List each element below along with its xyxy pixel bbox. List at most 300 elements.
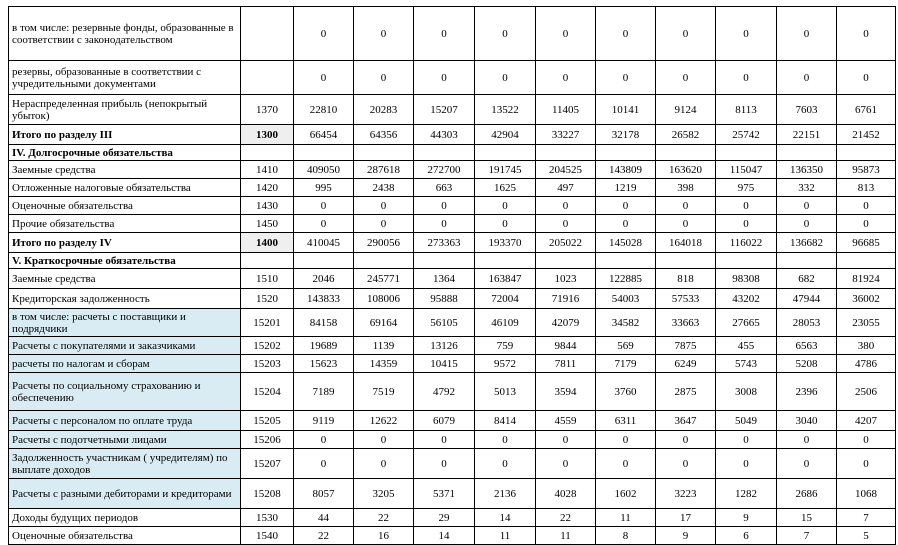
value-cell: 22	[536, 509, 596, 527]
value-cell: 0	[777, 61, 837, 95]
row-name-cell: IV. Долгосрочные обязательства	[9, 145, 241, 161]
row-name-cell: Расчеты с покупателями и заказчиками	[9, 337, 241, 355]
value-cell: 0	[716, 215, 777, 233]
value-cell: 95888	[414, 289, 475, 309]
value-cell: 5013	[475, 373, 536, 411]
value-cell: 15623	[294, 355, 354, 373]
value-cell: 0	[475, 431, 536, 449]
value-cell: 0	[716, 449, 777, 479]
value-cell: 1219	[596, 179, 656, 197]
value-cell: 7603	[777, 95, 837, 125]
value-cell: 4207	[837, 411, 896, 431]
value-cell: 56105	[414, 309, 475, 337]
row-code-cell: 15206	[241, 431, 294, 449]
value-cell: 57533	[656, 289, 716, 309]
table-row	[9, 61, 896, 95]
row-code-cell: 1430	[241, 197, 294, 215]
value-cell: 8414	[475, 411, 536, 431]
value-cell	[656, 253, 716, 269]
value-cell: 96685	[837, 233, 896, 253]
value-cell: 8057	[294, 479, 354, 509]
value-cell: 26582	[656, 125, 716, 145]
value-cell: 0	[596, 449, 656, 479]
value-cell: 7519	[354, 373, 414, 411]
value-cell: 1282	[716, 479, 777, 509]
value-cell: 10141	[596, 95, 656, 125]
value-cell: 7189	[294, 373, 354, 411]
value-cell	[777, 253, 837, 269]
row-code-cell: 1420	[241, 179, 294, 197]
value-cell: 409050	[294, 161, 354, 179]
value-cell: 191745	[475, 161, 536, 179]
row-code-cell	[241, 7, 294, 61]
value-cell: 0	[475, 7, 536, 61]
value-cell: 0	[536, 7, 596, 61]
value-cell	[414, 145, 475, 161]
value-cell: 0	[837, 197, 896, 215]
value-cell: 0	[294, 7, 354, 61]
row-name-cell: Оценочные обязательства	[9, 527, 241, 545]
value-cell: 5049	[716, 411, 777, 431]
row-code-cell: 1450	[241, 215, 294, 233]
value-cell: 0	[656, 61, 716, 95]
value-cell: 22151	[777, 125, 837, 145]
value-cell: 0	[536, 431, 596, 449]
value-cell: 19689	[294, 337, 354, 355]
value-cell: 116022	[716, 233, 777, 253]
value-cell: 0	[475, 197, 536, 215]
value-cell: 28053	[777, 309, 837, 337]
value-cell: 23055	[837, 309, 896, 337]
value-cell: 7	[777, 527, 837, 545]
value-cell: 6311	[596, 411, 656, 431]
value-cell: 0	[354, 215, 414, 233]
value-cell: 44303	[414, 125, 475, 145]
value-cell: 6563	[777, 337, 837, 355]
table-row	[9, 145, 896, 161]
row-code-cell: 1400	[241, 233, 294, 253]
value-cell: 4786	[837, 355, 896, 373]
value-cell: 0	[475, 61, 536, 95]
value-cell: 3040	[777, 411, 837, 431]
value-cell: 0	[414, 61, 475, 95]
value-cell: 204525	[536, 161, 596, 179]
value-cell: 47944	[777, 289, 837, 309]
row-code-cell	[241, 61, 294, 95]
value-cell: 15	[777, 509, 837, 527]
table-row	[9, 95, 896, 125]
value-cell: 497	[536, 179, 596, 197]
value-cell: 0	[777, 449, 837, 479]
value-cell: 0	[294, 61, 354, 95]
value-cell	[596, 253, 656, 269]
value-cell: 0	[716, 61, 777, 95]
value-cell: 69164	[354, 309, 414, 337]
value-cell: 245771	[354, 269, 414, 289]
row-code-cell: 15202	[241, 337, 294, 355]
table-row	[9, 373, 896, 411]
row-name-cell: Нераспределенная прибыль (непокрытый убыток)	[9, 95, 241, 125]
table-row	[9, 479, 896, 509]
value-cell: 0	[596, 215, 656, 233]
value-cell: 11405	[536, 95, 596, 125]
row-code-cell: 15204	[241, 373, 294, 411]
value-cell: 22810	[294, 95, 354, 125]
value-cell	[716, 145, 777, 161]
value-cell: 332	[777, 179, 837, 197]
value-cell: 0	[777, 215, 837, 233]
value-cell: 5371	[414, 479, 475, 509]
table-row	[9, 289, 896, 309]
value-cell: 3760	[596, 373, 656, 411]
row-code-cell	[241, 253, 294, 269]
value-cell: 2875	[656, 373, 716, 411]
value-cell	[294, 145, 354, 161]
value-cell: 0	[414, 215, 475, 233]
value-cell	[475, 145, 536, 161]
value-cell: 0	[837, 7, 896, 61]
value-cell: 0	[414, 431, 475, 449]
value-cell: 2136	[475, 479, 536, 509]
table-row	[9, 269, 896, 289]
value-cell: 3647	[656, 411, 716, 431]
value-cell: 0	[354, 61, 414, 95]
value-cell: 14	[475, 509, 536, 527]
value-cell: 2686	[777, 479, 837, 509]
value-cell: 4028	[536, 479, 596, 509]
value-cell: 54003	[596, 289, 656, 309]
value-cell: 0	[596, 7, 656, 61]
value-cell: 14359	[354, 355, 414, 373]
value-cell: 17	[656, 509, 716, 527]
value-cell: 1023	[536, 269, 596, 289]
value-cell: 8	[596, 527, 656, 545]
value-cell: 8113	[716, 95, 777, 125]
table-body	[9, 7, 896, 545]
value-cell: 0	[294, 431, 354, 449]
value-cell: 3223	[656, 479, 716, 509]
row-code-cell: 15205	[241, 411, 294, 431]
row-name-cell: Расчеты с разными дебиторами и кредиторами	[9, 479, 241, 509]
table-row	[9, 509, 896, 527]
value-cell: 42904	[475, 125, 536, 145]
value-cell: 0	[777, 431, 837, 449]
value-cell: 398	[656, 179, 716, 197]
value-cell: 20283	[354, 95, 414, 125]
value-cell: 108006	[354, 289, 414, 309]
value-cell: 6	[716, 527, 777, 545]
value-cell: 410045	[294, 233, 354, 253]
value-cell: 164018	[656, 233, 716, 253]
value-cell: 25742	[716, 125, 777, 145]
row-code-cell: 1300	[241, 125, 294, 145]
value-cell: 995	[294, 179, 354, 197]
value-cell: 1139	[354, 337, 414, 355]
table-row	[9, 161, 896, 179]
value-cell: 290056	[354, 233, 414, 253]
value-cell: 663	[414, 179, 475, 197]
value-cell: 33663	[656, 309, 716, 337]
value-cell: 6249	[656, 355, 716, 373]
value-cell: 0	[354, 431, 414, 449]
value-cell	[475, 253, 536, 269]
value-cell: 5743	[716, 355, 777, 373]
value-cell: 1625	[475, 179, 536, 197]
value-cell: 71916	[536, 289, 596, 309]
value-cell	[837, 145, 896, 161]
value-cell: 11	[596, 509, 656, 527]
value-cell: 11	[475, 527, 536, 545]
row-name-cell: Доходы будущих периодов	[9, 509, 241, 527]
value-cell: 3205	[354, 479, 414, 509]
value-cell: 273363	[414, 233, 475, 253]
row-code-cell: 15201	[241, 309, 294, 337]
value-cell: 163620	[656, 161, 716, 179]
value-cell: 0	[777, 7, 837, 61]
value-cell	[777, 145, 837, 161]
value-cell: 4559	[536, 411, 596, 431]
table-row	[9, 215, 896, 233]
value-cell: 16	[354, 527, 414, 545]
value-cell: 72004	[475, 289, 536, 309]
row-name-cell: резервы, образованные в соответствии с учредительными документами	[9, 61, 241, 95]
row-code-cell: 15203	[241, 355, 294, 373]
balance-sheet-table	[8, 6, 896, 545]
table-row	[9, 431, 896, 449]
value-cell: 0	[656, 197, 716, 215]
row-name-cell: Отложенные налоговые обязательства	[9, 179, 241, 197]
table-row	[9, 337, 896, 355]
value-cell: 84158	[294, 309, 354, 337]
value-cell: 0	[536, 61, 596, 95]
row-name-cell: Задолженность участникам ( учредителям) по выплате доходов	[9, 449, 241, 479]
value-cell: 32178	[596, 125, 656, 145]
value-cell: 0	[656, 431, 716, 449]
value-cell: 46109	[475, 309, 536, 337]
row-code-cell: 1370	[241, 95, 294, 125]
row-code-cell	[241, 145, 294, 161]
value-cell: 143833	[294, 289, 354, 309]
value-cell: 0	[354, 197, 414, 215]
value-cell: 2438	[354, 179, 414, 197]
value-cell: 7875	[656, 337, 716, 355]
value-cell: 0	[294, 449, 354, 479]
value-cell: 380	[837, 337, 896, 355]
value-cell: 2046	[294, 269, 354, 289]
row-name-cell: Кредиторская задолженность	[9, 289, 241, 309]
table-row	[9, 309, 896, 337]
value-cell: 33227	[536, 125, 596, 145]
value-cell: 9124	[656, 95, 716, 125]
value-cell: 15207	[414, 95, 475, 125]
value-cell: 2396	[777, 373, 837, 411]
value-cell	[354, 253, 414, 269]
row-code-cell: 1540	[241, 527, 294, 545]
row-code-cell: 1510	[241, 269, 294, 289]
value-cell: 145028	[596, 233, 656, 253]
value-cell: 0	[596, 431, 656, 449]
value-cell: 81924	[837, 269, 896, 289]
value-cell: 22	[294, 527, 354, 545]
value-cell	[536, 145, 596, 161]
value-cell: 1364	[414, 269, 475, 289]
value-cell: 0	[656, 449, 716, 479]
value-cell: 0	[837, 431, 896, 449]
value-cell: 0	[354, 7, 414, 61]
value-cell: 29	[414, 509, 475, 527]
value-cell: 13522	[475, 95, 536, 125]
value-cell: 0	[414, 449, 475, 479]
value-cell: 0	[536, 197, 596, 215]
value-cell: 0	[656, 7, 716, 61]
table-row	[9, 253, 896, 269]
value-cell: 43202	[716, 289, 777, 309]
value-cell: 0	[294, 215, 354, 233]
value-cell: 136682	[777, 233, 837, 253]
row-code-cell: 1530	[241, 509, 294, 527]
value-cell	[837, 253, 896, 269]
value-cell: 64356	[354, 125, 414, 145]
value-cell: 0	[294, 197, 354, 215]
value-cell: 3594	[536, 373, 596, 411]
value-cell: 27665	[716, 309, 777, 337]
value-cell: 1068	[837, 479, 896, 509]
value-cell: 7811	[536, 355, 596, 373]
value-cell: 66454	[294, 125, 354, 145]
value-cell: 455	[716, 337, 777, 355]
table-row	[9, 179, 896, 197]
value-cell: 0	[414, 197, 475, 215]
table-row	[9, 7, 896, 61]
row-name-cell: Итого по разделу IV	[9, 233, 241, 253]
value-cell: 9	[716, 509, 777, 527]
value-cell: 34582	[596, 309, 656, 337]
value-cell: 22	[354, 509, 414, 527]
value-cell: 0	[354, 449, 414, 479]
value-cell: 0	[536, 215, 596, 233]
value-cell	[414, 253, 475, 269]
value-cell: 9	[656, 527, 716, 545]
value-cell: 44	[294, 509, 354, 527]
value-cell: 36002	[837, 289, 896, 309]
value-cell	[536, 253, 596, 269]
row-name-cell: Расчеты с персоналом по оплате труда	[9, 411, 241, 431]
value-cell: 9119	[294, 411, 354, 431]
value-cell: 12622	[354, 411, 414, 431]
row-code-cell: 15208	[241, 479, 294, 509]
value-cell: 4792	[414, 373, 475, 411]
value-cell: 13126	[414, 337, 475, 355]
row-code-cell: 1410	[241, 161, 294, 179]
value-cell: 122885	[596, 269, 656, 289]
value-cell: 272700	[414, 161, 475, 179]
table-row	[9, 449, 896, 479]
value-cell	[656, 145, 716, 161]
value-cell: 5	[837, 527, 896, 545]
table-row	[9, 197, 896, 215]
value-cell: 21452	[837, 125, 896, 145]
value-cell: 10415	[414, 355, 475, 373]
value-cell: 287618	[354, 161, 414, 179]
value-cell: 143809	[596, 161, 656, 179]
value-cell: 818	[656, 269, 716, 289]
value-cell: 6079	[414, 411, 475, 431]
value-cell: 0	[596, 197, 656, 215]
value-cell: 163847	[475, 269, 536, 289]
value-cell	[596, 145, 656, 161]
value-cell: 0	[475, 449, 536, 479]
value-cell: 1602	[596, 479, 656, 509]
value-cell: 813	[837, 179, 896, 197]
value-cell: 205022	[536, 233, 596, 253]
row-name-cell: расчеты по налогам и сборам	[9, 355, 241, 373]
row-name-cell: V. Краткосрочные обязательства	[9, 253, 241, 269]
row-name-cell: Оценочные обязательства	[9, 197, 241, 215]
row-name-cell: Расчеты с подотчетными лицами	[9, 431, 241, 449]
row-name-cell: Расчеты по социальному страхованию и обеспечению	[9, 373, 241, 411]
value-cell: 9844	[536, 337, 596, 355]
value-cell: 193370	[475, 233, 536, 253]
value-cell: 0	[716, 197, 777, 215]
table-row	[9, 411, 896, 431]
row-name-cell: Заемные средства	[9, 269, 241, 289]
value-cell	[716, 253, 777, 269]
value-cell: 975	[716, 179, 777, 197]
value-cell: 0	[596, 61, 656, 95]
table-row	[9, 125, 896, 145]
value-cell: 9572	[475, 355, 536, 373]
value-cell: 98308	[716, 269, 777, 289]
value-cell: 0	[837, 449, 896, 479]
value-cell: 115047	[716, 161, 777, 179]
value-cell	[294, 253, 354, 269]
value-cell: 0	[716, 7, 777, 61]
value-cell: 0	[777, 197, 837, 215]
value-cell: 0	[475, 215, 536, 233]
value-cell: 0	[837, 61, 896, 95]
value-cell: 0	[536, 449, 596, 479]
value-cell: 136350	[777, 161, 837, 179]
value-cell: 0	[414, 7, 475, 61]
value-cell: 2506	[837, 373, 896, 411]
value-cell: 5208	[777, 355, 837, 373]
value-cell: 569	[596, 337, 656, 355]
row-code-cell: 15207	[241, 449, 294, 479]
row-code-cell: 1520	[241, 289, 294, 309]
value-cell: 14	[414, 527, 475, 545]
value-cell: 7	[837, 509, 896, 527]
row-name-cell: в том числе: расчеты с поставщики и подрядчики	[9, 309, 241, 337]
row-name-cell: Итого по разделу III	[9, 125, 241, 145]
value-cell: 0	[837, 215, 896, 233]
value-cell: 11	[536, 527, 596, 545]
value-cell: 759	[475, 337, 536, 355]
value-cell: 95873	[837, 161, 896, 179]
row-name-cell: в том числе: резервные фонды, образованные в соответствии с законодательством	[9, 7, 241, 61]
value-cell: 0	[656, 215, 716, 233]
value-cell: 0	[716, 431, 777, 449]
value-cell: 3008	[716, 373, 777, 411]
value-cell: 682	[777, 269, 837, 289]
table-row	[9, 233, 896, 253]
value-cell: 6761	[837, 95, 896, 125]
value-cell: 7179	[596, 355, 656, 373]
table-row	[9, 355, 896, 373]
value-cell	[354, 145, 414, 161]
row-name-cell: Заемные средства	[9, 161, 241, 179]
value-cell: 42079	[536, 309, 596, 337]
row-name-cell: Прочие обязательства	[9, 215, 241, 233]
